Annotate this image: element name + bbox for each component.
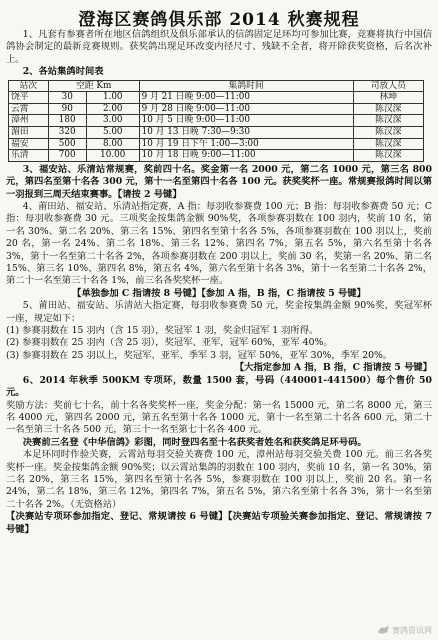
distance-cell: 30 — [48, 92, 86, 104]
section-5-intro: 5、莆田站、福安站、乐清站大指定赛，每羽收参赛费 50 元，奖金按集鸽金额 90%奖，奖冠军杯一座，规定如下： — [6, 300, 432, 324]
section-4-designated-race: 4、莆田站、福安站、乐清站指定赛，A 指：每羽收参赛费 100 元；B 指：每羽收参赛费 50 元；C 指：每羽收参赛费 30 元。三项奖金按集鸽金额 90%奖，各项参赛羽数在 100 羽内，奖前 10 名，第一名 30%、第二名 20%、第三名 15%、第四名至第十名各 5%，各项参赛羽数在 100 羽以上，奖前 20 名，第一名 24%、第二名 18%、第三名 12%、第四名 7%，第五名 5%，第六名至第十名各 3%，第十一名至第二十名各 2%，各项参赛羽数在 200 羽以上，奖前 30 名，奖第一名 20%、第二名 15%、第三名 10%、第四名 8%，第五名 4%，第六名至第十名各 3%，第十一名至第二十名各 2%，第二十一名至第三十名各 1%，前三名各奖奖杯一座。 — [6, 201, 432, 287]
section-5-rule-1: (1) 参赛羽数在 15 羽内（含 15 羽），奖冠军 1 羽，奖金归冠军 1 羽所得。 — [6, 325, 319, 337]
weight-cell: 1.00 — [86, 92, 139, 104]
schedule-header-row — [9, 80, 424, 92]
release-person-cell: 陈汉深 — [353, 103, 423, 115]
release-person-cell: 陈汉深 — [353, 115, 423, 127]
section-3-regular-race — [6, 164, 432, 201]
document-title: 澄海区赛鸽俱乐部 2014 秋赛规程 — [78, 10, 360, 30]
station-cell: 福安 — [9, 138, 49, 150]
section-5-rule-3: (3) 参赛羽数在 25 羽以上，奖冠军、亚军、季军 3 羽，冠军 50%，亚军 30%，季军 20%。 — [6, 349, 393, 361]
weight-cell: 3.00 — [86, 115, 139, 127]
distance-cell: 90 — [48, 103, 86, 115]
section-1-entry-rules: 1、凡套有参赛者所在地区信鸽组织及俱乐部承认的信鸽固定足环均可参加比赛，竞赛将执行中国信鸽协会制定的最新竞赛规则。获奖鸽出现足环改变内径尺寸、残缺不全者，将开除获奖资格，后名次补上。 — [6, 29, 432, 65]
section-6-publication-note: 决赛前三名登《中华信鸽》彩图，同时登四名至十名获奖者姓名和获奖鸽足环号码。 — [22, 436, 367, 448]
release-person-cell: 陈汉深 — [353, 127, 423, 139]
watermark — [376, 623, 432, 637]
time-cell: 10 月 19 日下午 1:00—3:00 — [139, 138, 353, 150]
station-cell: 云霄 — [9, 103, 49, 115]
col-header-station: 站次 — [9, 80, 49, 92]
distance-cell: 500 — [48, 138, 86, 150]
time-cell: 9 月 21 日晚 9:00—11:00 — [139, 92, 353, 104]
time-cell: 10 月 18 日晚 9:00—11:00 — [139, 150, 353, 162]
station-cell: 湄田 — [9, 127, 49, 139]
schedule-row — [9, 92, 424, 104]
pigeon-logo-icon — [376, 623, 390, 637]
weight-cell: 8.00 — [86, 138, 139, 150]
section-7-key-note: 【决赛站专项环参加指定、登记、常规请按 6 号键】【决赛站专项验关赛参加指定、登记、常规请按 7 号键】 — [6, 511, 432, 535]
section-5-key-note: 【大指定参加 A 指，B 指，C 指请按 5 号键】 — [234, 362, 432, 374]
section-3-text: 3、福安站、乐清站常规赛，奖前四十名。奖金第一名 2000 元，第二名 1000 元，第三名 800 元，第四名至第十名各 300 元，第十一名至第四十名各 100 元。获奖奖杯一座。常规赛报鸽时间以第一羽报到三周天结束赛事。 — [6, 163, 432, 200]
col-header-release: 司放人员 — [353, 80, 423, 92]
section-6-special-ring: 6、2014 年秋季 500KM 专项环，数量 1500 套，号码（440001-441500）每个售价 50 元。 — [6, 374, 432, 399]
schedule-row — [9, 150, 424, 162]
distance-cell: 320 — [48, 127, 86, 139]
time-cell: 10 月 5 日晚 9:00—11:00 — [139, 115, 353, 127]
schedule-row — [9, 103, 424, 115]
section-4-key-note: 【单独参加 C 指请按 8 号键】【参加 A 指，B 指，C 指请按 5 号键】 — [72, 287, 366, 299]
station-cell: 乐清 — [9, 150, 49, 162]
section-5-rule-2: (2) 参赛羽数在 25 羽内（含 25 羽），奖冠军、亚军，冠军 60%，亚军 40%。 — [6, 337, 333, 349]
section-2-heading: 2、各站集鸽时间表 — [22, 66, 104, 78]
schedule-table — [8, 80, 424, 162]
station-cell: 漳州 — [9, 115, 49, 127]
schedule-row — [9, 138, 424, 150]
section-7-verification-race: 本足环同时作验关赛，云霄站每羽交验关赛费 100 元，漳州站每羽交验关费 100 元。前三名各奖奖杯一座。奖金按集鸽金额 90%奖；以云霄站集鸽的羽数在 100 羽内，奖前 10 名，第一名 30%，第二名 20%，第三名 15%，第四名至第十名各 5%，参赛羽数在 100 羽以上，奖前 20 名。第一名 24%，第二名 18%，第三名 12%，第四名 7%，第五名 5%，第六名至第十名各 3%，第十一名至第二十名各 2%。（无资格站） — [6, 449, 432, 510]
col-header-time: 集鸽时间 — [139, 80, 353, 92]
section-3-key-note: 【请按 2 号键】 — [117, 188, 182, 200]
weight-cell: 5.00 — [86, 127, 139, 139]
col-header-distance: 空距 Km — [48, 80, 139, 92]
time-cell: 10 月 13 日晚 7:30—9:30 — [139, 127, 353, 139]
distance-cell: 180 — [48, 115, 86, 127]
watermark-text: 赛鸽资讯网 — [392, 625, 432, 635]
release-person-cell: 林坤 — [353, 92, 423, 104]
release-person-cell: 陈汉深 — [353, 150, 423, 162]
distance-cell: 700 — [48, 150, 86, 162]
schedule-row — [9, 127, 424, 139]
release-person-cell: 陈汉深 — [353, 138, 423, 150]
time-cell: 9 月 28 日晚 9:00—11:00 — [139, 103, 353, 115]
station-cell: 饶平 — [9, 92, 49, 104]
weight-cell: 10.00 — [86, 150, 139, 162]
section-6-awards: 奖励方法：奖前七十名，前十名各奖奖杯一座，奖金分配：第一名 15000 元，第二名 8000 元，第三名 4000 元，第四名 2000 元，第五名至第十名各 1000 元，第十一名至第二十名各 600 元，第二十一名至第三十名各 500 元，第三十一名至第七十名各 400 元。 — [6, 399, 432, 436]
schedule-row — [9, 115, 424, 127]
weight-cell: 2.00 — [86, 103, 139, 115]
